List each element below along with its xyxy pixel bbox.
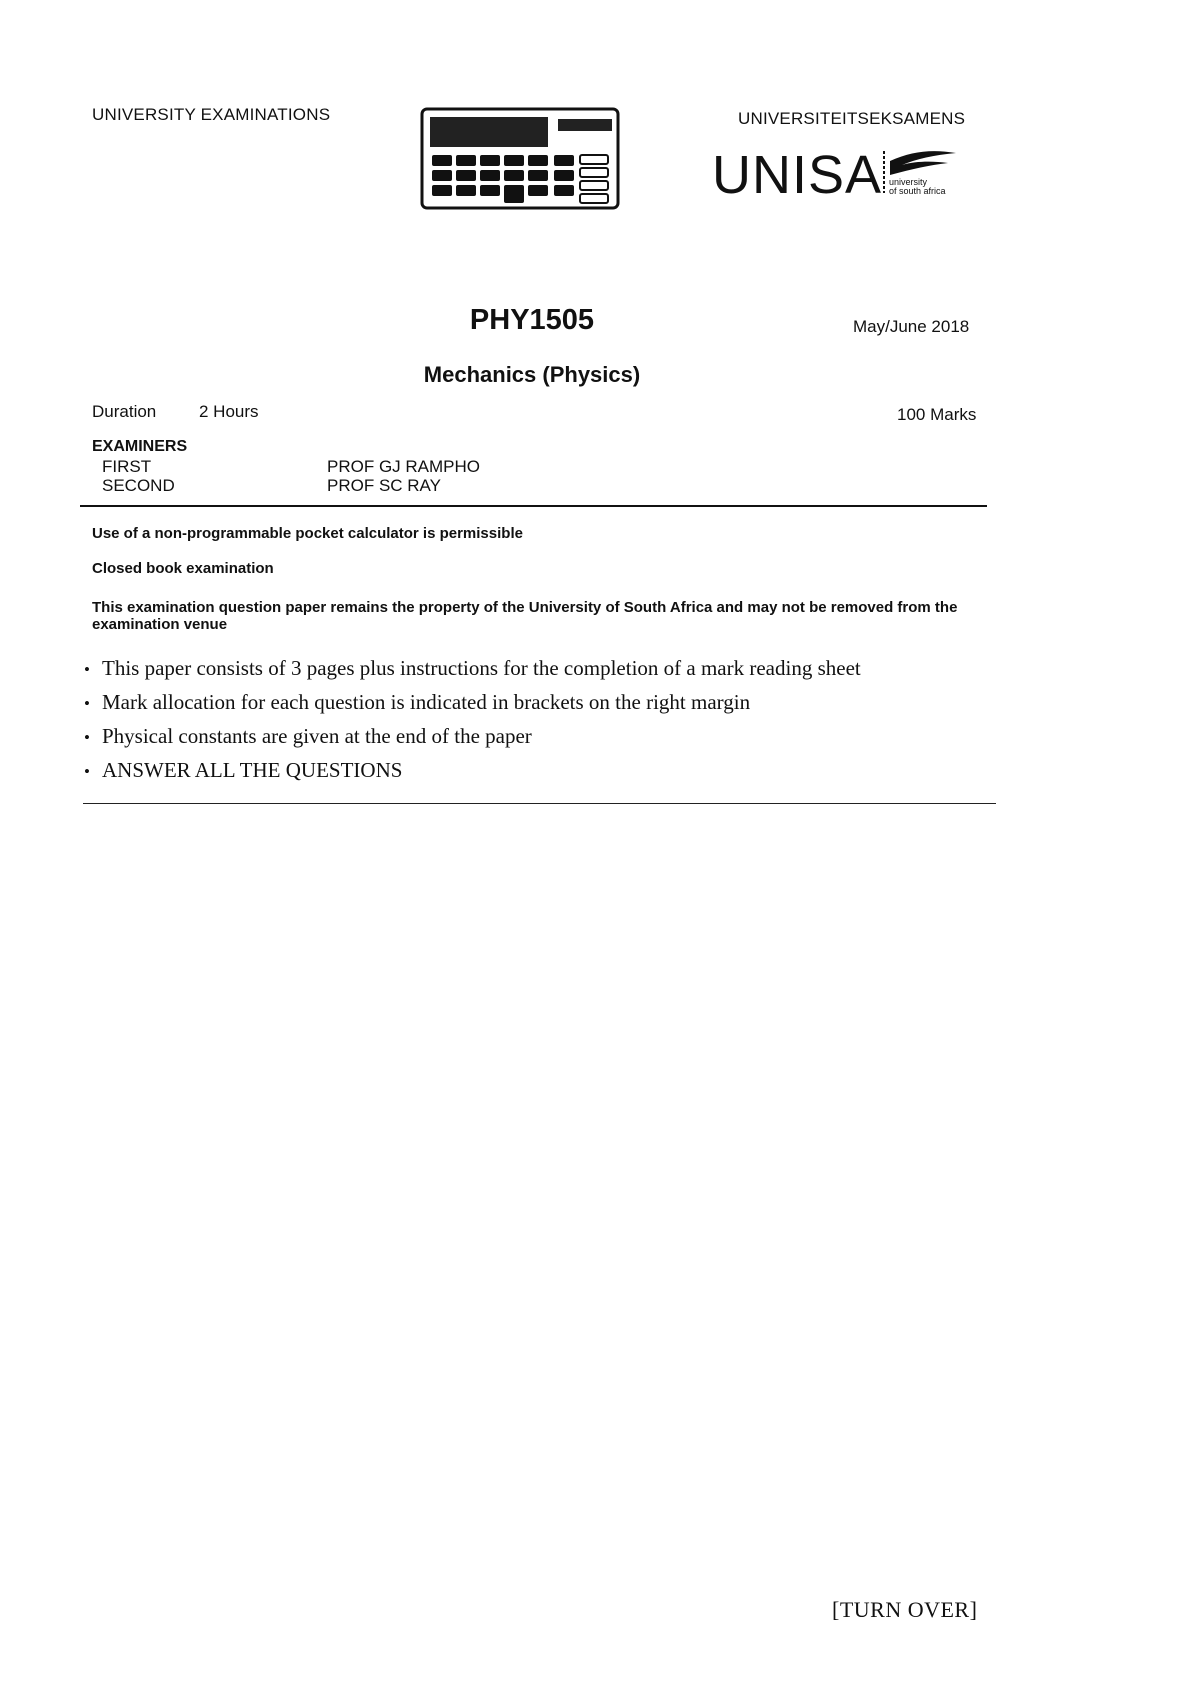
total-marks: 100 Marks xyxy=(897,405,977,424)
course-code: PHY1505 xyxy=(469,304,595,336)
duration-value: 2 Hours xyxy=(199,402,259,421)
examiner-name-second: PROF SC RAY xyxy=(327,476,441,495)
list-item: • Physical constants are given at the end of the paper xyxy=(84,720,1004,754)
list-item: • Mark allocation for each question is indicated in brackets on the right margin xyxy=(84,686,1004,720)
instructions-list xyxy=(84,652,1004,788)
logo-wordmark: UNISA xyxy=(712,145,883,205)
turn-over-label: [TURN OVER] xyxy=(832,1597,978,1622)
bullet-icon: • xyxy=(84,728,90,747)
duration-label: Duration xyxy=(92,402,157,421)
examiners-heading: EXAMINERS xyxy=(92,438,188,455)
exam-date: May/June 2018 xyxy=(853,317,970,336)
university-examinations-heading: UNIVERSITY EXAMINATIONS xyxy=(92,105,331,124)
bullet-icon: • xyxy=(84,694,90,713)
examiner-role-second: SECOND xyxy=(102,476,175,495)
calculator-note: Use of a non-programmable pocket calculator is permissible xyxy=(92,525,523,542)
bullet-icon: • xyxy=(84,660,90,679)
bullet-icon: • xyxy=(84,762,90,781)
course-subject: Mechanics (Physics) xyxy=(423,362,641,387)
header-divider xyxy=(80,505,987,507)
examiner-name-first: PROF GJ RAMPHO xyxy=(327,457,481,476)
universiteitseksamens-heading: UNIVERSITEITSEKSAMENS xyxy=(738,109,966,128)
examiner-role-first: FIRST xyxy=(102,457,152,476)
logo-subtitle: university of south africa xyxy=(889,177,946,196)
closed-book-note: Closed book examination xyxy=(92,560,274,577)
calculator-icon xyxy=(420,107,620,210)
instructions-divider xyxy=(83,803,996,804)
list-item: • ANSWER ALL THE QUESTIONS xyxy=(84,754,1004,788)
property-note: This examination question paper remains the property of the University of South Africa and may not be removed from the examination venue xyxy=(92,599,958,633)
list-item: • This paper consists of 3 pages plus instructions for the completion of a mark reading sheet xyxy=(84,652,1004,686)
unisa-logo xyxy=(712,145,972,205)
